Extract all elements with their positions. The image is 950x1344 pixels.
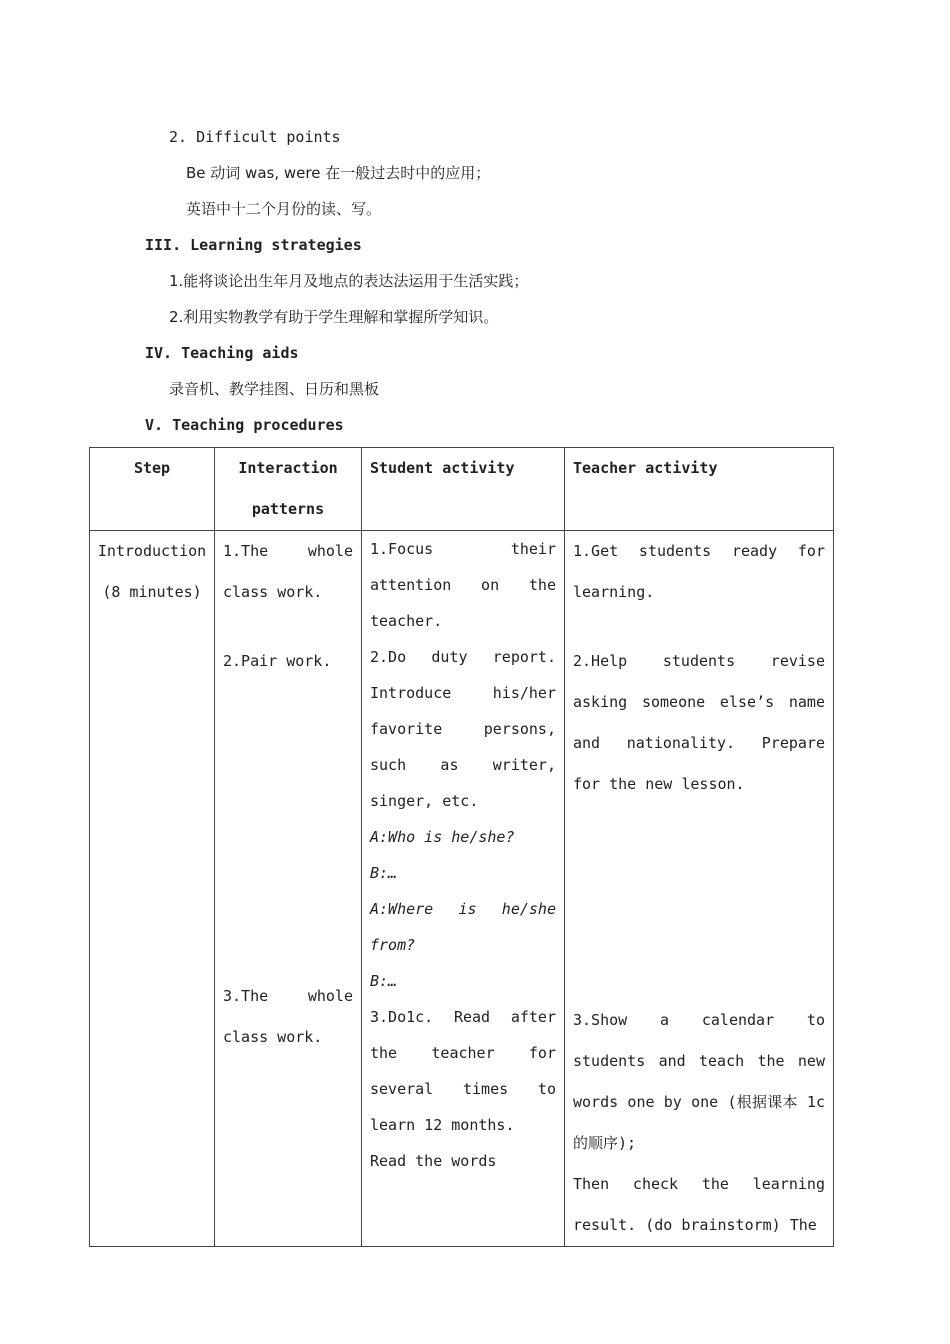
student-activity-4: Read the words bbox=[370, 1152, 497, 1170]
dialogue-line-1: A:Who is he/she? bbox=[370, 828, 515, 846]
step-name: Introduction bbox=[97, 542, 207, 560]
student-activity-2: 2.Do duty report. Introduce his/her favorite persons, such as writer, singer, etc. bbox=[370, 648, 556, 810]
difficult-points-line-1: Be 动词 was, were 在一般过去时中的应用； bbox=[186, 164, 491, 182]
student-activity-cell bbox=[362, 531, 565, 1247]
teaching-aids-text: 录音机、教学挂图、日历和黑板 bbox=[169, 380, 380, 398]
interaction-item-1: 1.The whole class work. bbox=[223, 542, 353, 601]
difficult-points-line-2: 英语中十二个月份的读、写。 bbox=[186, 200, 382, 218]
teacher-activity-cell bbox=[565, 531, 834, 1247]
header-interaction-line-2: patterns bbox=[251, 500, 325, 518]
teacher-activity-1: 1.Get students ready for learning. bbox=[573, 542, 825, 601]
header-interaction-cell bbox=[215, 448, 362, 531]
teacher-activity-3 bbox=[573, 1000, 825, 1164]
teaching-procedures-heading: V. Teaching procedures bbox=[145, 416, 344, 434]
header-step: Step bbox=[133, 459, 171, 477]
student-activity-1: 1.Focus their attention on the teacher. bbox=[370, 540, 556, 630]
procedures-table bbox=[89, 447, 834, 1247]
interaction-item-2: 2.Pair work. bbox=[223, 652, 332, 670]
table-row bbox=[90, 531, 834, 1247]
header-step-cell bbox=[90, 448, 215, 531]
student-activity-3: 3.Do1c. Read after the teacher for several times to learn 12 months. bbox=[370, 1008, 556, 1134]
interaction-cell bbox=[215, 531, 362, 1247]
header-interaction-line-1: Interaction bbox=[238, 459, 338, 477]
header-teacher-cell bbox=[565, 448, 834, 531]
learning-strategy-item-2: 2.利用实物教学有助于学生理解和掌握所学知识。 bbox=[169, 308, 499, 326]
teacher-activity-2: 2.Help students revise asking someone else’s name and nationality. Prepare for the new lesson. bbox=[573, 652, 825, 793]
teaching-aids-heading: IV. Teaching aids bbox=[145, 344, 299, 362]
header-teacher-activity: Teacher activity bbox=[573, 459, 718, 477]
dialogue-line-3: A:Where is he/she from? bbox=[370, 900, 556, 954]
dialogue-line-4: B:… bbox=[370, 972, 398, 990]
dialogue-line-2: B:… bbox=[370, 864, 398, 882]
teacher-activity-4: Then check the learning result. (do brainstorm) The bbox=[573, 1175, 825, 1234]
header-student-activity: Student activity bbox=[370, 459, 515, 477]
table-header-row bbox=[90, 448, 834, 531]
header-student-cell bbox=[362, 448, 565, 531]
step-cell bbox=[90, 531, 215, 1247]
learning-strategy-item-1: 1.能将谈论出生年月及地点的表达法运用于生活实践； bbox=[169, 272, 529, 290]
difficult-points-heading: 2. Difficult points bbox=[169, 128, 341, 146]
teacher-activity-3-text: 3.Show a calendar to students and teach the new words one by one (根据课本 1c 的顺序); bbox=[573, 1011, 825, 1152]
interaction-item-3: 3.The whole class work. bbox=[223, 987, 353, 1046]
learning-strategies-heading: III. Learning strategies bbox=[145, 236, 362, 254]
step-time: (8 minutes) bbox=[102, 583, 202, 601]
